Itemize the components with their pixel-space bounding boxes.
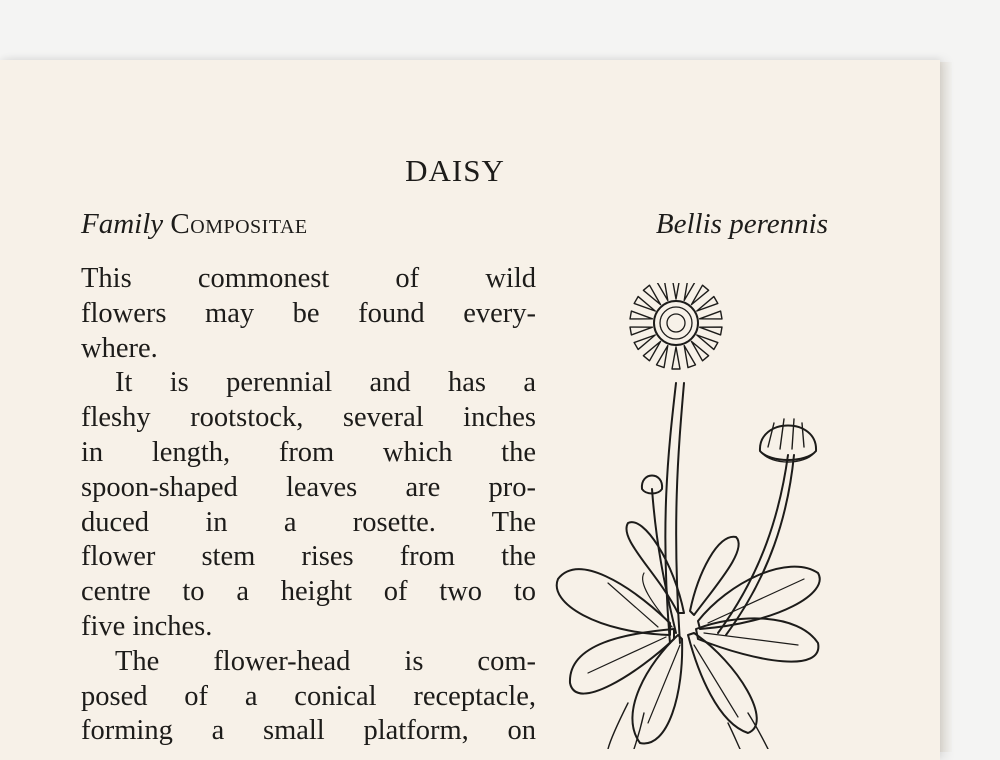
daisy-illustration [548, 283, 848, 749]
text-line: five inches. [81, 610, 213, 642]
text-line: forming a small platform, on [81, 715, 536, 747]
text-line: centre to a height of two to [81, 576, 536, 608]
text-line: where. [81, 332, 158, 364]
text-line: The flower-head is com- [115, 645, 536, 677]
text-line: posed of a conical receptacle, [81, 680, 536, 712]
text-line: spoon-shaped leaves are pro- [81, 471, 536, 503]
text-line: in length, from which the [81, 436, 536, 468]
body-text [81, 262, 536, 749]
latin-name: Bellis perennis [655, 208, 828, 240]
text-line: duced in a rosette. The [81, 506, 536, 538]
text-line: It is perennial and has a [115, 367, 536, 399]
family-prefix: Family [81, 208, 171, 240]
text-line: This commonest of wild [81, 263, 536, 294]
page-edge [938, 62, 952, 752]
family-label [81, 208, 308, 241]
text-line: fleshy rootstock, several inches [81, 402, 536, 434]
text-line: flowers may be found every- [81, 297, 536, 329]
family-name: Compositae [170, 208, 308, 240]
page-title: DAISY [405, 153, 505, 188]
text-line: flower stem rises from the [81, 541, 536, 573]
